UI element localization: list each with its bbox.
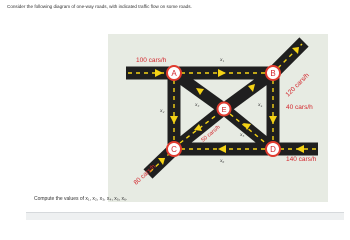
flow-label-e-diag: 50 cars/h bbox=[200, 124, 222, 144]
variable-label-x1: x₁ bbox=[220, 57, 225, 63]
node-d-label: D bbox=[270, 145, 276, 154]
variable-label-x2: x₂ bbox=[160, 108, 165, 114]
node-c-label: C bbox=[171, 145, 177, 154]
flow-label-d-in: 40 cars/h bbox=[286, 104, 313, 111]
traffic-diagram-svg bbox=[108, 34, 328, 202]
variable-label-x5: x₅ bbox=[240, 132, 245, 138]
flow-label-c-in: 80 cars/h bbox=[132, 163, 158, 187]
question-text: Consider the following diagram of one-way roads, with indicated traffic flow on some roads. bbox=[7, 4, 192, 9]
flow-label-b-out: 120 cars/h bbox=[284, 71, 311, 99]
prompt-text: Compute the values of x₁, x₂, x₃, x₄, x₅, x₆. bbox=[34, 196, 128, 202]
answer-area[interactable] bbox=[26, 212, 344, 220]
node-a bbox=[167, 66, 181, 80]
node-c bbox=[167, 142, 181, 156]
node-e bbox=[218, 103, 231, 116]
variable-label-x4: x₄ bbox=[258, 102, 263, 108]
node-a-label: A bbox=[171, 69, 177, 78]
node-e-label: E bbox=[221, 105, 227, 114]
node-d bbox=[266, 142, 280, 156]
flow-label-d-out: 140 cars/h bbox=[286, 156, 317, 163]
flow-label-a-in: 100 cars/h bbox=[136, 57, 167, 64]
variable-label-x3: x₃ bbox=[195, 102, 200, 108]
node-b bbox=[266, 66, 280, 80]
traffic-diagram bbox=[108, 34, 328, 202]
node-b-label: B bbox=[270, 69, 276, 78]
variable-label-x6: x₆ bbox=[220, 158, 225, 164]
